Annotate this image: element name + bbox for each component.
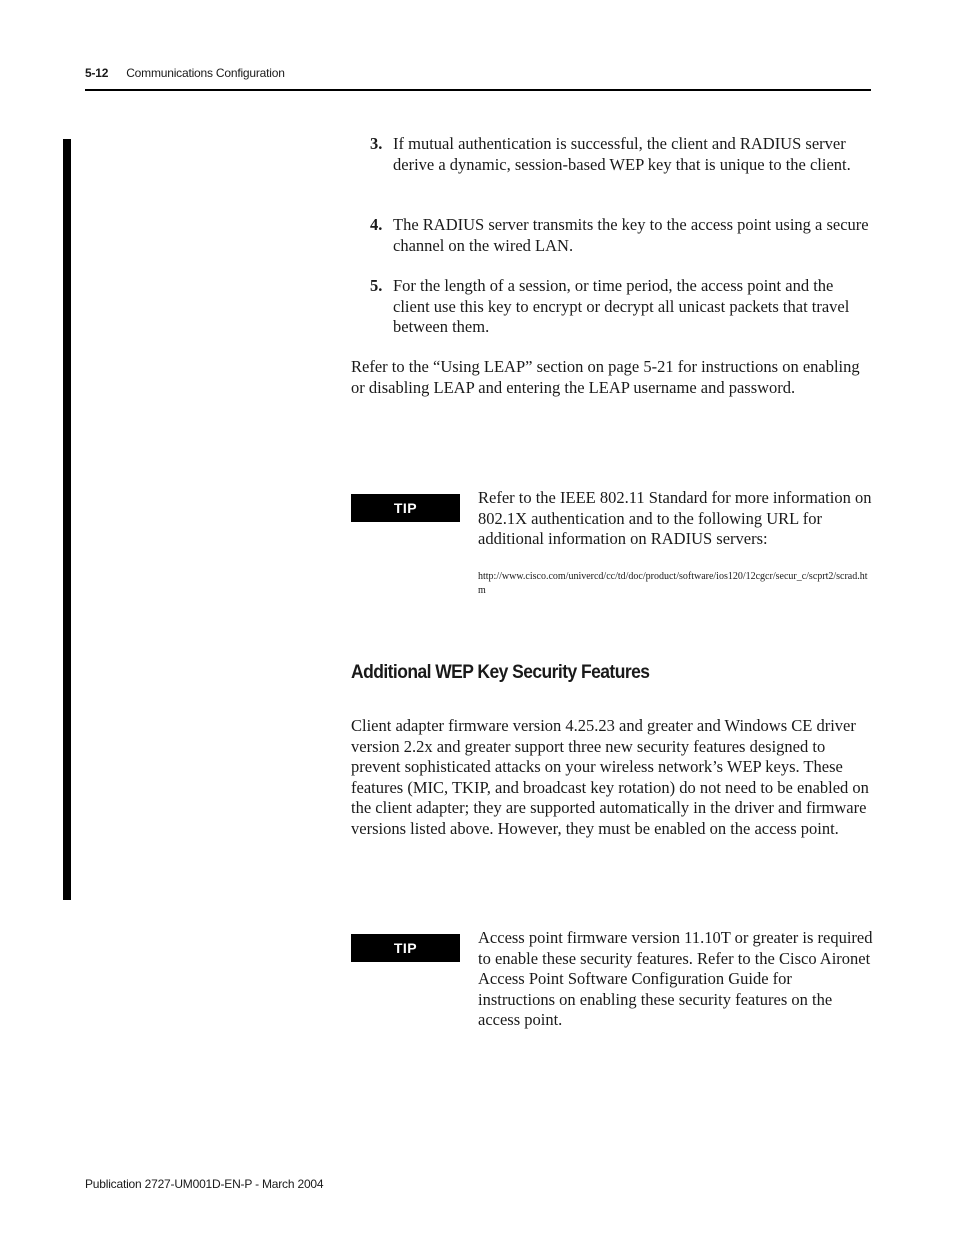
step-text: The RADIUS server transmits the key to the access point using a secure channel on the wired LAN. (393, 215, 869, 255)
tip-badge: TIP (351, 934, 460, 962)
tip-badge: TIP (351, 494, 460, 522)
refer-paragraph: Refer to the “Using LEAP” section on page 5-21 for instructions on enabling or disabling LEAP and entering the LEAP username and password. (351, 357, 860, 397)
running-header (85, 66, 285, 80)
section-paragraph: Client adapter firmware version 4.25.23 and greater and Windows CE driver version 2.2x and greater support three new security features designed to prevent sophisticated attacks on your wireless network’s WEP keys. These features (MIC, TKIP, and broadcast key rotation) do not need to be enabled on the client adapter; they are supported automatically in the driver and firmware versions listed above. However, they must be enabled on the access point. (351, 716, 869, 838)
section-heading: Additional WEP Key Security Features (351, 662, 650, 683)
change-bar (63, 139, 71, 900)
page-number: 5-12 (85, 66, 109, 80)
step-number: 4. (370, 215, 383, 234)
tip-text: Access point firmware version 11.10T or greater is required to enable these security features. Refer to the Cisco Aironet Access Point Software Configuration Guide for instructions on enabling these security features on the access point. (478, 928, 873, 1029)
tip-text: Refer to the IEEE 802.11 Standard for more information on 802.1X authentication and to the following URL for additional information on RADIUS servers: (478, 488, 872, 548)
step-text: For the length of a session, or time period, the access point and the client use this key to encrypt or decrypt all unicast packets that travel between them. (393, 276, 850, 336)
section-title: Communications Configuration (126, 66, 285, 80)
step-number: 3. (370, 134, 383, 153)
step-text: If mutual authentication is successful, the client and RADIUS server derive a dynamic, session-based WEP key that is unique to the client. (393, 134, 851, 174)
step-number: 5. (370, 276, 383, 295)
tip-url: http://www.cisco.com/univercd/cc/td/doc/product/software/ios120/12cgcr/secur_c/scprt2/scrad.htm (478, 571, 868, 596)
header-rule (85, 89, 871, 91)
footer-publication: Publication 2727-UM001D-EN-P - March 2004 (85, 1177, 324, 1191)
